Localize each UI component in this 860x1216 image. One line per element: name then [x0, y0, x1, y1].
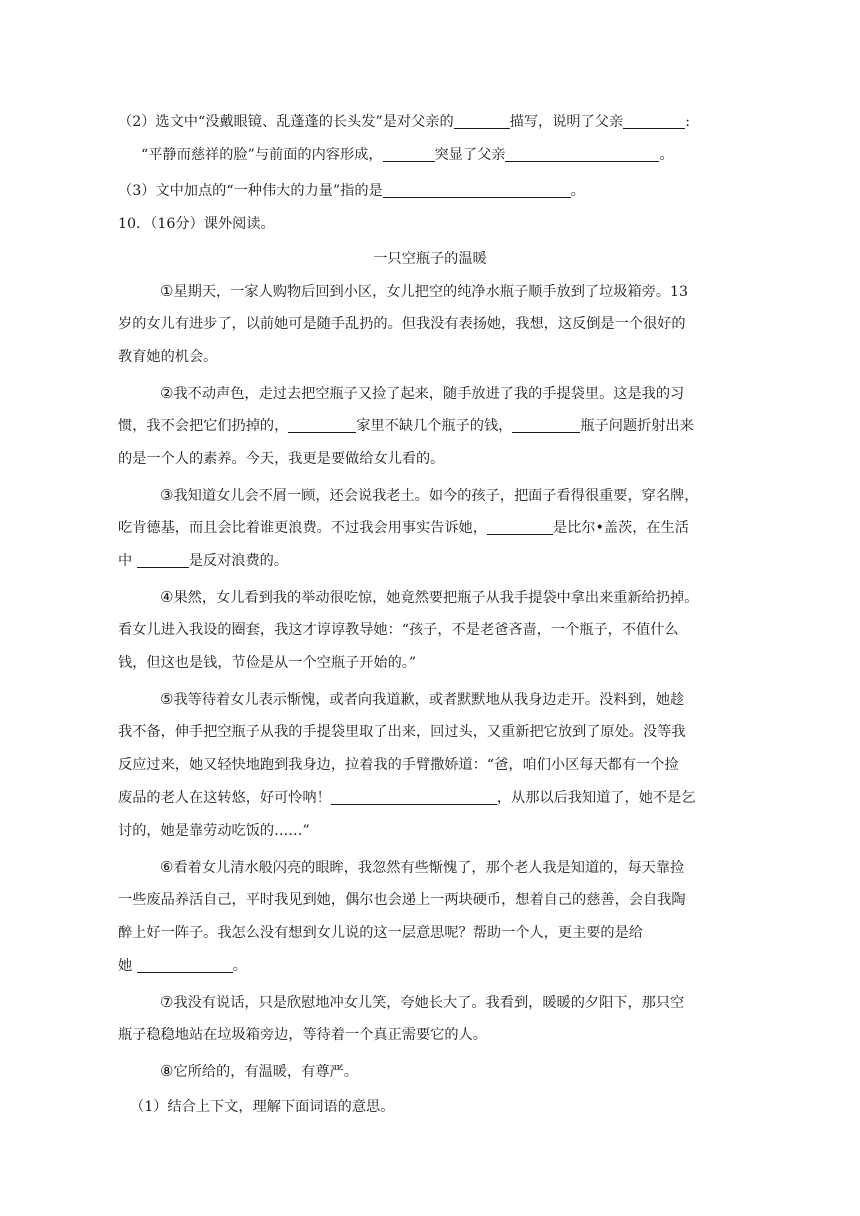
text: 废品的老人在这转悠，好可怜呐！ [118, 790, 331, 806]
answer-blank[interactable] [487, 518, 553, 535]
text: 星期天，一家人购物后回到小区，女儿把空的纯净水瓶子顺手放到了垃圾箱旁。13 [173, 284, 689, 300]
text: 看着女儿清水般闪亮的眼眸，我忽然有些惭愧了，那个老人我是知道的，每天靠捡 [173, 860, 685, 876]
text: 她 [118, 958, 137, 974]
paragraph-2-line-2 [118, 416, 694, 436]
question-2-line-1 [118, 112, 690, 132]
text: 我知道女儿会不屑一顾，还会说我老土。如今的孩子，把面子看得很重要，穿名牌， [173, 488, 699, 504]
paragraph-2-line-3: 的是一个人的素养。今天，我更是要做给女儿看的。 [118, 451, 445, 467]
answer-blank[interactable] [331, 788, 497, 805]
paragraph-4-line-3: 钱，但这也是钱，节俭是从一个空瓶子开始的。” [118, 655, 417, 671]
paragraph-2-line-1 [160, 383, 684, 404]
paragraph-number: ⑦ [160, 993, 174, 1011]
text: 瓶子问题折射出来 [580, 418, 694, 434]
answer-blank[interactable] [454, 112, 510, 129]
text: ，从那以后我知道了，她不是乞 [496, 790, 696, 806]
paragraph-3-line-3 [118, 551, 288, 571]
paragraph-number: ② [160, 384, 174, 402]
paragraph-number: ⑧ [160, 1062, 174, 1080]
answer-blank[interactable] [512, 416, 580, 433]
text: 是比尔•盖茨，在生活 [552, 520, 689, 536]
text: 它所给的，有温暖，有尊严。 [173, 1064, 358, 1080]
text: 惯，我不会把它们扔掉的， [118, 418, 289, 434]
paragraph-6-line-1 [160, 857, 684, 878]
paragraph-7-line-1 [160, 992, 684, 1013]
paragraph-number: ④ [160, 588, 174, 606]
answer-blank[interactable] [288, 416, 356, 433]
text: “平静而慈祥的脸”与前面的内容形成， [141, 147, 383, 163]
text: 是反对浪费的。 [188, 553, 289, 569]
text: 描写，说明了父亲 [509, 114, 624, 130]
paragraph-3-line-1 [160, 485, 698, 506]
text: 中 [118, 553, 137, 569]
text: 。 [659, 147, 674, 163]
article-title: 一只空瓶子的温暖 [373, 251, 487, 267]
answer-blank[interactable] [623, 112, 685, 129]
paragraph-5-line-1 [160, 689, 684, 710]
paragraph-5-line-5: 讨的，她是靠劳动吃饭的……” [118, 823, 310, 839]
paragraph-4-line-2: 看女儿进入我设的圈套，我这才谆谆教导她：“孩子，不是老爸吝啬，一个瓶子，不值什么 [118, 622, 679, 638]
text: 。 [570, 183, 585, 199]
paragraph-7-line-2: 瓶子稳稳地站在垃圾箱旁边，等待着一个真正需要它的人。 [118, 1027, 487, 1043]
text: 我等待着女儿表示惭愧，或者向我道歉，或者默默地从我身边走开。没料到，她趁 [173, 692, 685, 708]
text: 我不动声色，走过去把空瓶子又捡了起来，随手放进了我的手提袋里。这是我的习 [173, 386, 685, 402]
paragraph-4-line-1 [160, 587, 698, 608]
text: 我没有说话，只是欣慰地冲女儿笑，夸她长大了。我看到，暖暖的夕阳下，那只空 [173, 995, 685, 1011]
paragraph-number: ③ [160, 486, 174, 504]
paragraph-number: ⑥ [160, 858, 174, 876]
question-3 [118, 181, 585, 201]
paragraph-3-line-2 [118, 518, 689, 538]
text: 吃肯德基，而且会比着谁更浪费。不过我会用事实告诉她， [118, 520, 487, 536]
text: （2）选文中“没戴眼镜、乱蓬蓬的长头发”是对父亲的 [118, 114, 454, 130]
text: 家里不缺几个瓶子的钱， [356, 418, 513, 434]
paragraph-8-line-1 [160, 1061, 358, 1082]
text: 果然，女儿看到我的举动很吃惊，她竟然要把瓶子从我手提袋中拿出来重新给扔掉。 [173, 590, 699, 606]
paragraph-1-line-3: 教育她的机会。 [118, 349, 218, 365]
paragraph-1-line-2: 岁的女儿有进步了，以前她可是随手乱扔的。但我没有表扬她，我想，这反倒是一个很好的 [118, 316, 686, 332]
answer-blank[interactable] [137, 551, 189, 568]
sub-question-1: （1）结合上下文，理解下面词语的意思。 [130, 1099, 395, 1115]
text: 。 [232, 958, 247, 974]
answer-blank[interactable] [505, 145, 659, 162]
question-10-heading: 10．（16分）课外阅读。 [118, 216, 275, 232]
text: （3）文中加点的“一种伟大的力量”指的是 [118, 183, 383, 199]
answer-blank[interactable] [383, 145, 435, 162]
text: 突显了父亲 [434, 147, 506, 163]
paragraph-6-line-2: 一些废品养活自己，平时我见到她，偶尔也会递上一两块硬币，想着自己的慈善，会自我陶 [118, 892, 686, 908]
answer-blank[interactable] [383, 181, 571, 198]
answer-blank[interactable] [137, 956, 233, 973]
paragraph-6-line-4 [118, 956, 247, 976]
paragraph-6-line-3: 醉上好一阵子。我怎么没有想到女儿说的这一层意思呢？帮助一个人，更主要的是给 [118, 925, 643, 941]
text: : [685, 114, 690, 130]
paragraph-number: ⑤ [160, 690, 174, 708]
paragraph-number: ① [160, 282, 174, 300]
paragraph-5-line-2: 我不备，伸手把空瓶子从我的手提袋里取了出来，回过头，又重新把它放到了原处。没等我 [118, 724, 686, 740]
paragraph-1-line-1 [160, 281, 688, 302]
question-2-line-2 [141, 145, 674, 165]
paragraph-5-line-3: 反应过来，她又轻快地跑到我身边，拉着我的手臂撒娇道：“爸，咱们小区每天都有一个捡 [118, 757, 679, 773]
paragraph-5-line-4 [118, 788, 695, 808]
